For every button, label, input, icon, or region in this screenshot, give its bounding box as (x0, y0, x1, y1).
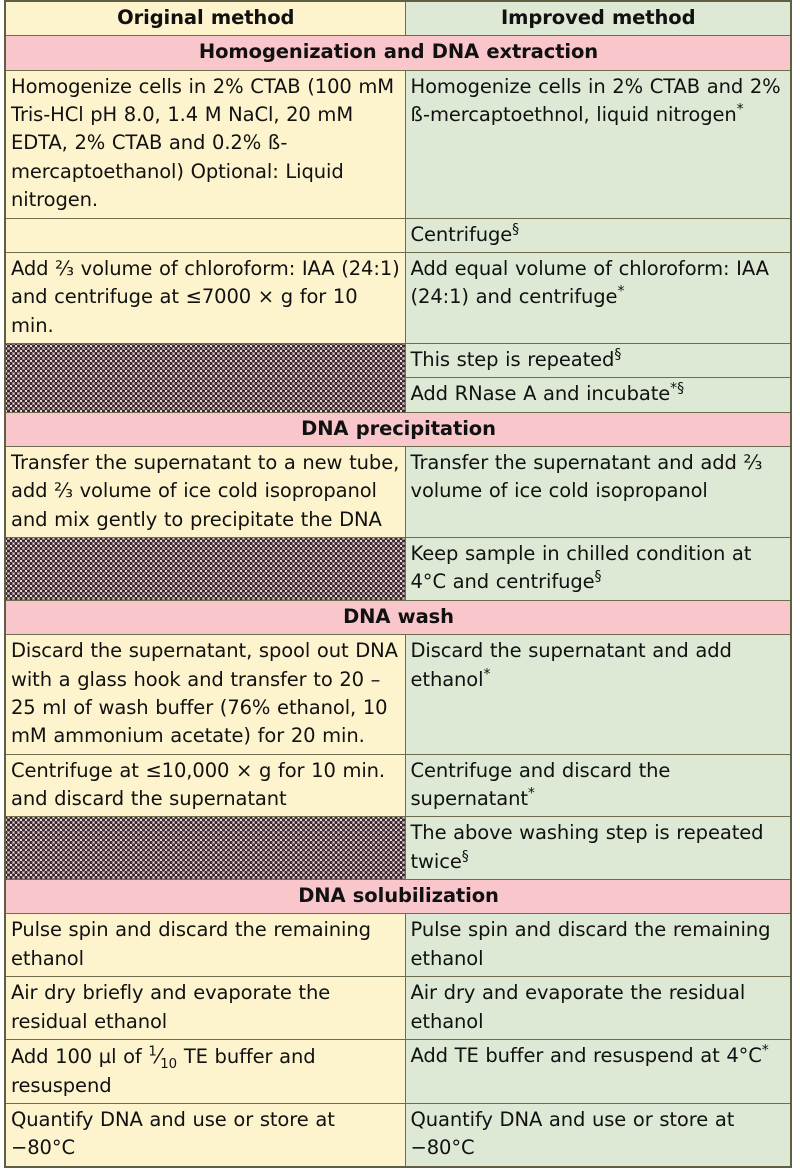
cell-improved-method: Add RNase A and incubate*§ (405, 378, 791, 412)
section-banner-row (5, 36, 791, 70)
table-row (5, 447, 791, 538)
footnote-marker: * (736, 101, 744, 118)
section-title: Homogenization and DNA extraction (5, 36, 791, 70)
cell-improved-method: Centrifuge and discard the supernatant* (405, 754, 791, 817)
cell-improved-method: Centrifuge§ (405, 218, 791, 252)
footnote-marker: * (483, 666, 491, 683)
table-row (5, 70, 791, 218)
cell-original-method: Pulse spin and discard the remaining ethanol (5, 914, 405, 977)
table-row (5, 977, 791, 1040)
fraction-one-tenth (148, 1042, 177, 1072)
section-banner-row (5, 880, 791, 914)
footnote-marker: *§ (670, 380, 684, 397)
table-header-row (5, 1, 791, 36)
method-comparison-table (4, 0, 792, 1168)
table-row (5, 378, 791, 412)
cell-improved-method: Add TE buffer and resuspend at 4°C* (405, 1039, 791, 1103)
cell-original-hatched (5, 343, 405, 377)
cell-improved-method: Homogenize cells in 2% CTAB and 2% ß-mercaptoethnol, liquid nitrogen* (405, 70, 791, 218)
footnote-marker: § (461, 848, 469, 865)
section-title: DNA wash (5, 600, 791, 634)
footnote-marker: § (512, 221, 520, 238)
column-header-improved: Improved method (405, 1, 791, 36)
cell-improved-method: Discard the supernatant and add ethanol* (405, 635, 791, 754)
cell-original-method: Centrifuge at ≤10,000 × g for 10 min. and discard the supernatant (5, 754, 405, 817)
table-row (5, 754, 791, 817)
cell-original-method (5, 218, 405, 252)
table-row (5, 817, 791, 880)
cell-improved-method: The above washing step is repeated twice§ (405, 817, 791, 880)
column-header-original: Original method (5, 1, 405, 36)
cell-original-method: Add 100 µl of $^1⁄_{10}$ TE buffer and resuspend (5, 1039, 405, 1103)
cell-improved-method: This step is repeated§ (405, 343, 791, 377)
section-banner-row (5, 600, 791, 634)
table-row (5, 218, 791, 252)
cell-improved-method: Air dry and evaporate the residual ethanol (405, 977, 791, 1040)
cell-original-hatched (5, 538, 405, 601)
footnote-marker: * (617, 283, 625, 300)
cell-original-hatched (5, 817, 405, 880)
cell-original-method: Transfer the supernatant to a new tube, add ⅔ volume of ice cold isopropanol and mix gently to precipitate the DNA (5, 447, 405, 538)
cell-improved-method: Add equal volume of chloroform: IAA (24:1) and centrifuge* (405, 252, 791, 343)
table-row (5, 1104, 791, 1167)
footnote-marker: * (761, 1042, 769, 1059)
cell-original-method: Add ⅔ volume of chloroform: IAA (24:1) and centrifuge at ≤7000 × g for 10 min. (5, 252, 405, 343)
table-body (5, 1, 791, 1167)
fraction-slash: ⁄ (156, 1043, 161, 1068)
cell-improved-method: Keep sample in chilled condition at 4°C and centrifuge§ (405, 538, 791, 601)
cell-original-method: Homogenize cells in 2% CTAB (100 mM Tris-HCl pH 8.0, 1.4 M NaCl, 20 mM EDTA, 2% CTAB and 0.2% ß-mercaptoethanol) Optional: Liquid nitrogen. (5, 70, 405, 218)
cell-improved-method: Transfer the supernatant and add ⅔ volume of ice cold isopropanol (405, 447, 791, 538)
table-row (5, 635, 791, 754)
section-banner-row (5, 412, 791, 446)
section-title: DNA precipitation (5, 412, 791, 446)
cell-original-method: Discard the supernatant, spool out DNA with a glass hook and transfer to 20 – 25 ml of wash buffer (76% ethanol, 10 mM ammonium acetate) for 20 min. (5, 635, 405, 754)
table-row (5, 343, 791, 377)
section-title: DNA solubilization (5, 880, 791, 914)
footnote-marker: § (594, 568, 602, 585)
table-row (5, 538, 791, 601)
table-row (5, 1039, 791, 1103)
cell-improved-method: Pulse spin and discard the remaining ethanol (405, 914, 791, 977)
cell-original-hatched (5, 378, 405, 412)
table-row (5, 252, 791, 343)
footnote-marker: * (527, 785, 535, 802)
cell-improved-method: Quantify DNA and use or store at −80°C (405, 1104, 791, 1167)
fraction-numerator: 1 (148, 1044, 157, 1060)
protocol-table-container (4, 0, 794, 1168)
fraction-denominator: 10 (160, 1056, 178, 1072)
cell-original-method: Air dry briefly and evaporate the residual ethanol (5, 977, 405, 1040)
footnote-marker: § (614, 346, 622, 363)
cell-original-method: Quantify DNA and use or store at −80°C (5, 1104, 405, 1167)
table-row (5, 914, 791, 977)
